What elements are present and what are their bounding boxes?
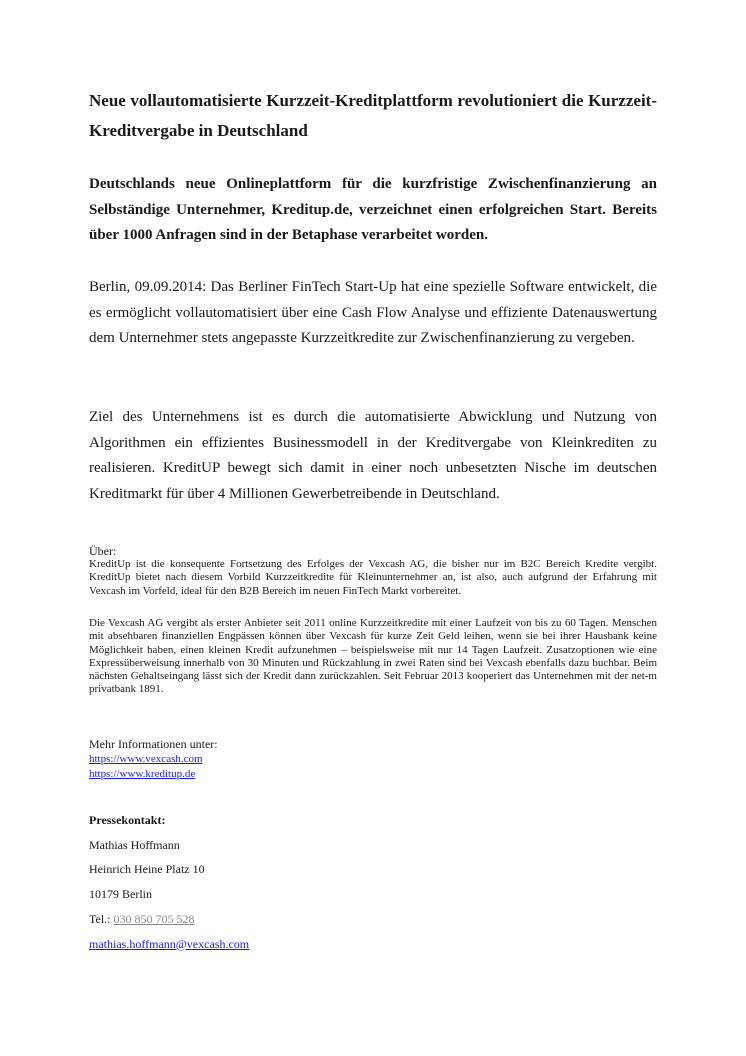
headline: Neue vollautomatisierte Kurzzeit-Kreditplattform revolutioniert die Kurzzeit-Kreditvergabe in Deutschland	[89, 91, 657, 140]
contact-street: Heinrich Heine Platz 10	[89, 862, 205, 877]
phone-link[interactable]: 030 850 705 528	[113, 911, 195, 926]
vexcash-link[interactable]: https://www.vexcash.com	[89, 753, 203, 765]
more-info-label: Mehr Informationen unter:	[89, 737, 218, 751]
about-label: Über:	[89, 544, 117, 558]
kreditup-link[interactable]: https://www.kreditup.de	[89, 768, 196, 780]
lead-paragraph: Deutschlands neue Onlineplattform für die kurzfristige Zwischenfinanzierung an Selbständige Unternehmer, Kreditup.de, verzeichnet einen erfolgreichen Start. Bereits über 1000 Anfragen sind in der Betaphase verarbeitet worden.	[89, 176, 657, 243]
body-paragraph: Berlin, 09.09.2014: Das Berliner FinTech Start-Up hat eine spezielle Software entwickelt, die es ermöglicht vollautomatisiert über eine Cash Flow Analyse und effiziente Datenauswertung dem Unternehmer stets angepasste Kurzzeitkredite zur Zwischenfinanzierung zu vergeben.	[89, 279, 657, 346]
press-contact-section	[89, 808, 657, 956]
more-info-section	[89, 737, 657, 782]
contact-name: Mathias Hoffmann	[89, 837, 180, 852]
contact-heading: Pressekontakt:	[89, 813, 166, 827]
email-link[interactable]: mathias.hoffmann@vexcash.com	[89, 936, 250, 951]
body-paragraph: Ziel des Unternehmens ist es durch die automatisierte Abwicklung und Nutzung von Algorithmen ein effizientes Businessmodell in der Kreditvergabe von Kleinkrediten zu realisieren. KreditUP bewegt sich damit in einer noch unbesetzten Nische im deutschen Kreditmarkt für über 4 Millionen Gewerbetreibende in Deutschland.	[89, 409, 657, 502]
contact-city: 10179 Berlin	[89, 887, 152, 902]
contact-phone-row	[89, 907, 657, 932]
about-paragraph: Die Vexcash AG vergibt als erster Anbieter seit 2011 online Kurzzeitkredite mit einer Laufzeit von bis zu 60 Tagen. Menschen mit absehbaren finanziellen Engpässen können über Vexcash für kurze Zeit Geld leihen, wenn sie bei ihrer Hausbank keine Möglichkeit haben, einen kleinen Kredit aufzunehmen – beispielsweise mit nur 14 Tagen Laufzeit. Zusatzoptionen wie eine Expressüberweisung innerhalb von 30 Minuten und Rückzahlung in zwei Raten sind bei Vexcash ebenfalls dazu buchbar. Beim nächsten Gehaltseingang lässt sich der Kredit dann zurückzahlen. Seit Februar 2013 kooperiert das Unternehmen mit der net-m privatbank 1891.	[89, 617, 657, 696]
phone-label: Tel.:	[89, 911, 114, 926]
about-paragraph: KreditUp ist die konsequente Fortsetzung des Erfolges der Vexcash AG, die bisher nur im B2C Bereich Kredite vergibt. KreditUp bietet nach diesem Vorbild Kurzzeitkredite für Kleinunternehmer an, ist also, auch aufgrund der Erfahrung mit Vexcash im Vorfeld, ideal für den B2B Bereich im neuen FinTech Markt vorbereitet.	[89, 558, 657, 597]
